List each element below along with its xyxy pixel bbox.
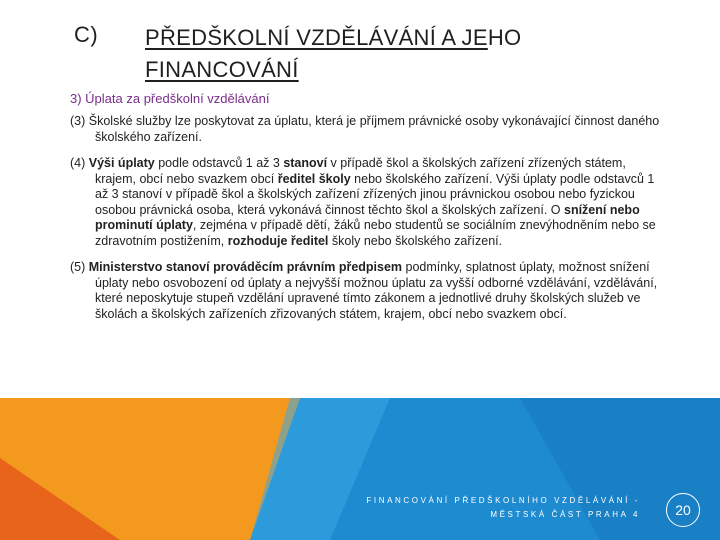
p5-text-1: (5) bbox=[70, 260, 89, 274]
p5-bold-1: Ministerstvo stanoví prováděcím právním předpisem bbox=[88, 260, 403, 274]
p5-text-2: podmínky, splatnost úplaty, možnost snížení úplaty nebo osvobození od úplaty a nejvyšší možnou úplatu za vyšší odborné vzdělávání, vzdělávání, které neposkytuje stupeň vzdělání upravené tímto zákonem a jednotlivé druhy školských služeb ve školách a školských zařízeních zřizovaných státem, krajem, obcí nebo svazkem obcí. bbox=[95, 260, 658, 321]
p4-bold-1: Výši úplaty bbox=[88, 156, 155, 170]
section-letter: C) bbox=[74, 22, 99, 47]
p4-text-5: , zejména v případě dětí, žáků nebo studentů se sociálním znevýhodněním nebo se zdravotním postižením, bbox=[95, 218, 656, 248]
paragraph-3: (3) Školské služby lze poskytovat za úplatu, která je příjmem právnické osoby vykonávající činnost daného školského zařízení. bbox=[70, 114, 660, 144]
page-title-part1: PŘEDŠKOLNÍ VZDĚLÁVÁNÍ A JE bbox=[145, 25, 488, 50]
p4-text-2: podle odstavců 1 až 3 bbox=[154, 156, 284, 170]
page-title-line2: FINANCOVÁNÍ bbox=[145, 57, 299, 82]
p4-text-3: v případě škol a školských zařízení zřízených státem, krajem, obcí nebo svazkem obcí bbox=[95, 156, 626, 186]
body-text bbox=[70, 114, 660, 333]
section-subtitle: 3) Úplata za předškolní vzdělávání bbox=[70, 91, 270, 106]
page-title-part2: HO bbox=[487, 25, 522, 50]
page-title bbox=[145, 22, 615, 86]
p4-text-6: školy nebo školského zařízení. bbox=[328, 233, 503, 248]
p4-bold-3: ředitel školy bbox=[277, 171, 351, 186]
p4-text-1: (4) bbox=[70, 156, 89, 170]
paragraph-4 bbox=[70, 156, 660, 249]
p4-bold-4: snížení nebo prominutí úplaty bbox=[95, 202, 640, 232]
footer-line-2: MĚSTSKÁ ČÁST PRAHA 4 bbox=[490, 510, 640, 519]
footer-caption bbox=[310, 494, 640, 522]
p4-bold-2: stanoví bbox=[283, 156, 328, 170]
footer-line-1: FINANCOVÁNÍ PŘEDŠKOLNÍHO VZDĚLÁVÁNÍ - bbox=[366, 496, 640, 505]
paragraph-5 bbox=[70, 260, 660, 322]
p4-bold-5: rozhoduje ředitel bbox=[227, 233, 329, 248]
p4-text-4: nebo školského zařízení. Výši úplaty podle odstavců 1 až 3 stanoví v případě škol a školských zařízení zřízených jinou právnickou osobou nebo fyzickou osobou právnická osoba, která vykonává činnost těchto škol a školských zařízení. O bbox=[95, 171, 655, 217]
page-number: 20 bbox=[666, 493, 700, 527]
